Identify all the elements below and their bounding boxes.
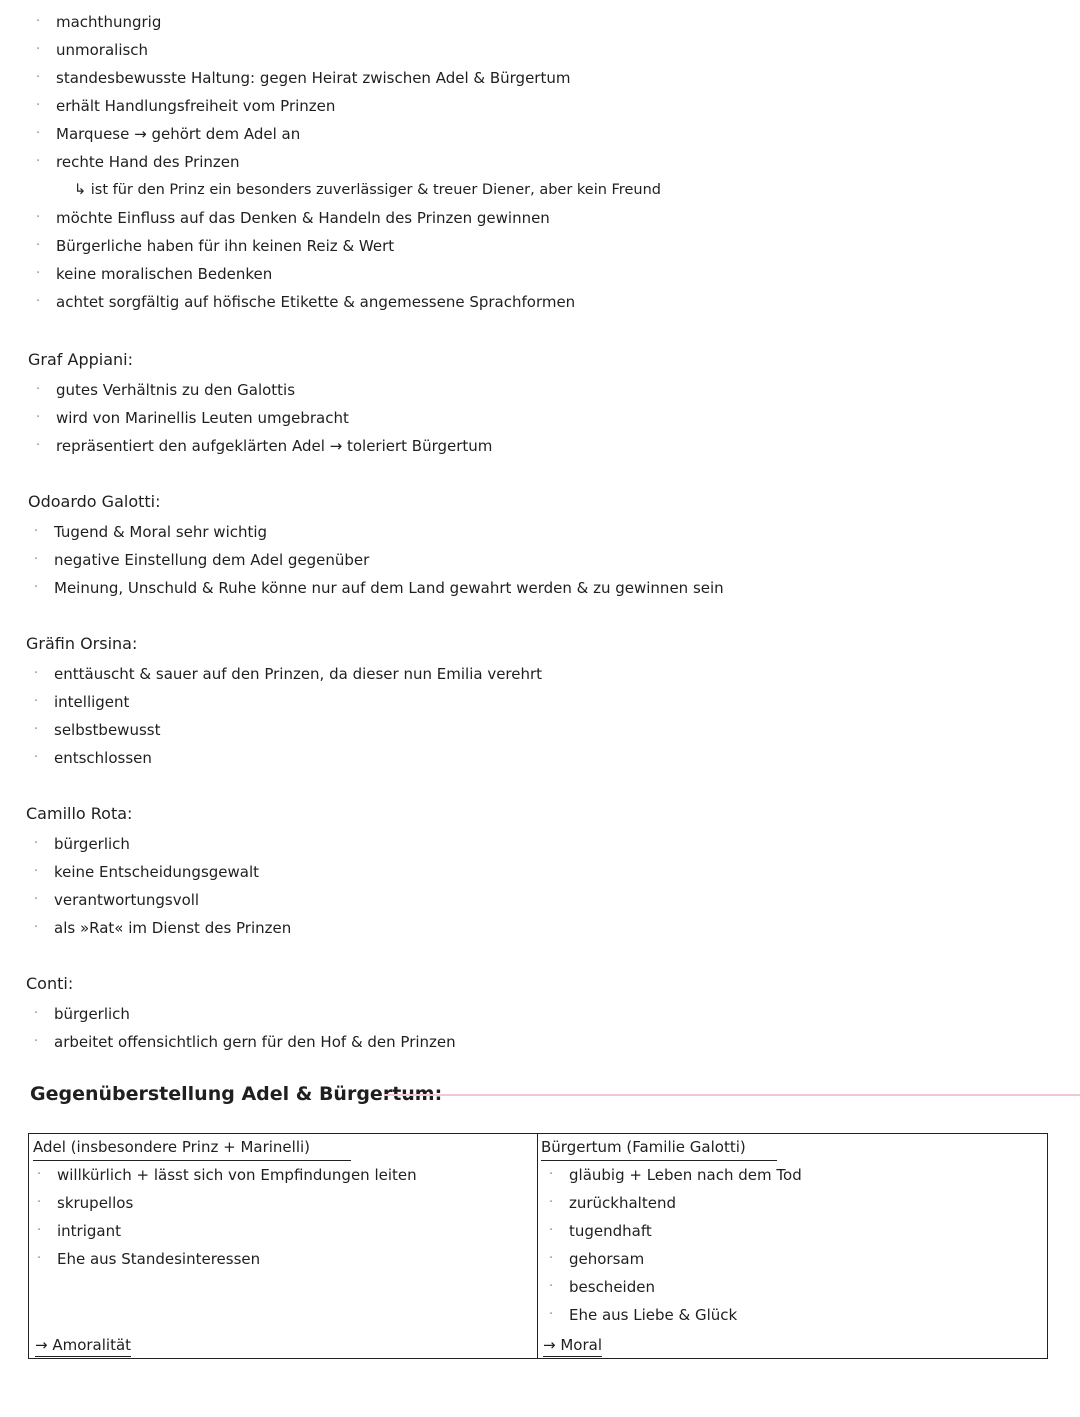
- list-item: · möchte Einfluss auf das Denken & Handeln des Prinzen gewinnen: [56, 204, 661, 232]
- bullet-icon: ·: [36, 154, 41, 169]
- list-item: · intelligent: [54, 688, 542, 716]
- section-orsina: [34, 660, 543, 772]
- bullet-icon: ·: [36, 14, 41, 29]
- column-header-adel: Adel (insbesondere Prinz + Marinelli): [33, 1134, 351, 1161]
- column-divider: [537, 1134, 538, 1358]
- section-appiani: [36, 376, 493, 460]
- bullet-icon: ·: [37, 1223, 42, 1238]
- buergertum-list: [549, 1161, 1041, 1329]
- bullet-icon: ·: [34, 864, 39, 879]
- list-item: · keine Entscheidungsgewalt: [54, 858, 291, 886]
- conclusion-buergertum: → Moral: [543, 1334, 602, 1357]
- bullet-icon: ·: [36, 294, 41, 309]
- bullet-icon: ·: [549, 1195, 554, 1210]
- bullet-icon: ·: [549, 1167, 554, 1182]
- list-item: · machthungrig: [56, 8, 661, 36]
- list-item: · unmoralisch: [56, 36, 661, 64]
- bullet-icon: ·: [36, 266, 41, 281]
- adel-list: [37, 1161, 533, 1273]
- bullet-icon: ·: [34, 892, 39, 907]
- section-title-conti: Conti:: [26, 974, 74, 993]
- list-item: · Tugend & Moral sehr wichtig: [54, 518, 724, 546]
- list-item: · gutes Verhältnis zu den Galottis: [56, 376, 492, 404]
- list-item: · bürgerlich: [54, 830, 291, 858]
- list-item: · Meinung, Unschuld & Ruhe könne nur auf dem Land gewahrt werden & zu gewinnen sein: [54, 574, 724, 602]
- list-item: · repräsentiert den aufgeklärten Adel → toleriert Bürgertum: [56, 432, 492, 460]
- sub-point: ↳ ist für den Prinz ein besonders zuverlässiger & treuer Diener, aber kein Freund: [74, 182, 661, 198]
- list-item: · rechte Hand des Prinzen: [56, 148, 661, 176]
- column-adel: [33, 1134, 533, 1273]
- bullet-icon: ·: [34, 666, 39, 681]
- section-title-rota: Camillo Rota:: [26, 804, 133, 823]
- bullet-icon: ·: [36, 210, 41, 225]
- section-title-appiani: Graf Appiani:: [28, 350, 133, 369]
- list-item: · enttäuscht & sauer auf den Prinzen, da dieser nun Emilia verehrt: [54, 660, 542, 688]
- bullet-icon: ·: [36, 410, 41, 425]
- list-item: · selbstbewusst: [54, 716, 542, 744]
- comparison-title: Gegenüberstellung Adel & Bürgertum:: [30, 1083, 443, 1105]
- list-item: · intrigant: [57, 1217, 533, 1245]
- bullet-icon: ·: [36, 126, 41, 141]
- list-item: · arbeitet offensichtlich gern für den Hof & den Prinzen: [54, 1028, 456, 1056]
- section-title-orsina: Gräfin Orsina:: [26, 634, 138, 653]
- bullet-icon: ·: [37, 1195, 42, 1210]
- list-item: · Ehe aus Liebe & Glück: [569, 1301, 1041, 1329]
- bullet-icon: ·: [34, 524, 39, 539]
- column-buergertum: [541, 1134, 1041, 1329]
- bullet-icon: ·: [36, 438, 41, 453]
- section-conti: [34, 1000, 456, 1056]
- bullet-icon: ·: [36, 98, 41, 113]
- bullet-icon: ·: [34, 1034, 39, 1049]
- bullet-icon: ·: [36, 42, 41, 57]
- bullet-icon: ·: [34, 1006, 39, 1021]
- list-item: · bescheiden: [569, 1273, 1041, 1301]
- bullet-icon: ·: [34, 694, 39, 709]
- bullet-icon: ·: [549, 1251, 554, 1266]
- bullet-icon: ·: [36, 70, 41, 85]
- conclusion-adel: → Amoralität: [35, 1334, 131, 1357]
- bullet-icon: ·: [36, 238, 41, 253]
- title-underline-rule: [384, 1094, 1080, 1096]
- list-item: · standesbewusste Haltung: gegen Heirat zwischen Adel & Bürgertum: [56, 64, 661, 92]
- column-header-buergertum: Bürgertum (Familie Galotti): [541, 1134, 777, 1161]
- list-item: · tugendhaft: [569, 1217, 1041, 1245]
- marinelli-list: [36, 8, 661, 176]
- list-item: · Bürgerliche haben für ihn keinen Reiz & Wert: [56, 232, 661, 260]
- section-odoardo: [34, 518, 724, 602]
- list-item: · keine moralischen Bedenken: [56, 260, 661, 288]
- bullet-icon: ·: [549, 1279, 554, 1294]
- list-item: · Marquese → gehört dem Adel an: [56, 120, 661, 148]
- list-item: · als »Rat« im Dienst des Prinzen: [54, 914, 291, 942]
- list-item: · willkürlich + lässt sich von Empfindungen leiten: [57, 1161, 533, 1189]
- comparison-table: [28, 1133, 1048, 1359]
- list-item: · achtet sorgfältig auf höfische Etikette & angemessene Sprachformen: [56, 288, 661, 316]
- list-item: · gehorsam: [569, 1245, 1041, 1273]
- list-item: · verantwortungsvoll: [54, 886, 291, 914]
- list-item: · gläubig + Leben nach dem Tod: [569, 1161, 1041, 1189]
- bullet-icon: ·: [549, 1223, 554, 1238]
- bullet-icon: ·: [34, 580, 39, 595]
- section-title-odoardo: Odoardo Galotti:: [28, 492, 161, 511]
- marinelli-list-2: [36, 204, 661, 316]
- bullet-icon: ·: [36, 382, 41, 397]
- bullet-icon: ·: [34, 750, 39, 765]
- list-item: · negative Einstellung dem Adel gegenüber: [54, 546, 724, 574]
- list-item: · zurückhaltend: [569, 1189, 1041, 1217]
- list-item: · bürgerlich: [54, 1000, 456, 1028]
- bullet-icon: ·: [34, 836, 39, 851]
- section-marinelli: [36, 8, 661, 316]
- bullet-icon: ·: [37, 1251, 42, 1266]
- bullet-icon: ·: [34, 722, 39, 737]
- bullet-icon: ·: [34, 552, 39, 567]
- list-item: · erhält Handlungsfreiheit vom Prinzen: [56, 92, 661, 120]
- list-item: · entschlossen: [54, 744, 542, 772]
- bullet-icon: ·: [34, 920, 39, 935]
- bullet-icon: ·: [37, 1167, 42, 1182]
- bullet-icon: ·: [549, 1307, 554, 1322]
- section-rota: [34, 830, 292, 942]
- list-item: · skrupellos: [57, 1189, 533, 1217]
- list-item: · wird von Marinellis Leuten umgebracht: [56, 404, 492, 432]
- list-item: · Ehe aus Standesinteressen: [57, 1245, 533, 1273]
